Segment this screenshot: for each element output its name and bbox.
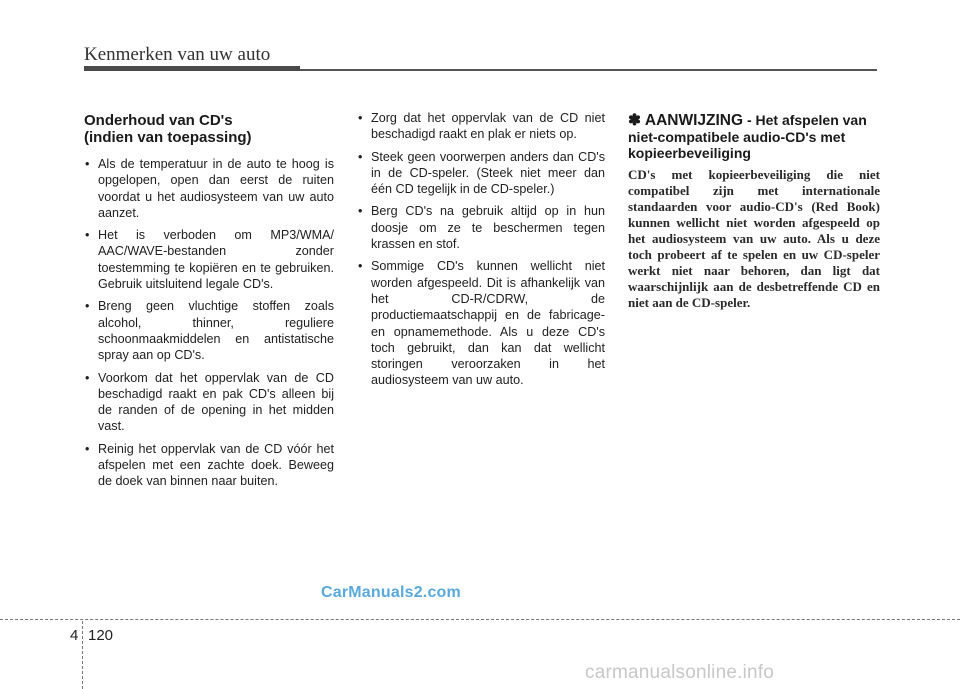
note-symbol-icon: ✽: [628, 112, 641, 129]
bullet-icon: •: [85, 441, 90, 456]
right-column: [628, 112, 880, 311]
bullet-icon: •: [358, 111, 363, 125]
list-item: • Reinig het oppervlak van de CD vóór het afspelen met een zachte doek. Beweeg de doek van binnen naar buiten.: [85, 441, 334, 489]
note-title: [628, 112, 880, 161]
section-title-line1: Onderhoud van CD's: [84, 112, 233, 129]
bullet-icon: •: [358, 149, 363, 164]
section-title: [84, 112, 334, 146]
list-item: • Voorkom dat het oppervlak van de CD beschadigd raakt en pak CD's alleen bij de randen of de opening in het midden vast.: [85, 370, 334, 434]
header-title: Kenmerken van uw auto: [84, 44, 271, 65]
list-item: • Als de temperatuur in de auto te hoog is opgelopen, open dan eerst de ruiten voordat u het audiosysteem van uw auto aanzet.: [85, 157, 334, 220]
list-item: • Berg CD's na gebruik altijd op in hun doosje om ze te beschermen tegen krassen en stof.: [358, 204, 605, 252]
note-title-rest: - Het afspelen van niet-compatibele audio-CD's met kopieerbeveiliging: [628, 112, 867, 161]
header-rule-thin: [300, 69, 877, 71]
watermark-carmanuals2[interactable]: CarManuals2.com: [321, 584, 461, 601]
note-label: AANWIJZING: [644, 112, 744, 129]
left-bullet-list: [84, 156, 334, 490]
note-body: CD's met kopieerbeveiliging die niet compatibel zijn met internationale standaarden voor audio-CD's (Red Book) kunnen wellicht niet worden afgespeeld op het audiosysteem van uw auto. Als u deze toch probeert af te spelen en uw CD-speler werkt niet naar behoren, dan ligt dat waarschijnlijk aan de desbetreffende CD en niet aan de CD-speler.: [628, 167, 880, 310]
watermark-carmanualsonline[interactable]: carmanualsonline.info: [585, 662, 775, 683]
list-item: • Breng geen vluchtige stoffen zoals alcohol, thinner, reguliere schoonmaakmiddelen en antistatische spray aan op CD's.: [85, 299, 334, 363]
left-column: [84, 112, 334, 496]
list-item: • Zorg dat het oppervlak van de CD niet beschadigd raakt en plak er niets op.: [358, 111, 605, 142]
bullet-icon: •: [85, 157, 90, 171]
footer-rule: [0, 619, 960, 620]
bullet-icon: •: [85, 228, 90, 243]
footer-divider: [82, 621, 83, 689]
bullet-icon: •: [85, 370, 90, 385]
list-item: • Sommige CD's kunnen wellicht niet worden afgespeeld. Dit is afhankelijk van het CD-R/CDRW, de productiemaatschappij en de fabricage- en opnamemethode. Als u deze CD's toch gebruikt, dan kan dat wellicht storingen veroorzaken in het audiosysteem van uw auto.: [358, 259, 605, 388]
middle-bullet-list: [357, 110, 605, 389]
bullet-icon: •: [358, 259, 363, 274]
page-number: 120: [88, 627, 114, 644]
bullet-icon: •: [85, 299, 90, 314]
bullet-icon: •: [358, 204, 363, 219]
middle-column: [357, 110, 605, 395]
list-item: • Het is verboden om MP3/WMA/ AAC/WAVE-bestanden zonder toestemming te kopiëren en te gebruiken. Gebruik uitsluitend legale CD's.: [85, 228, 334, 292]
section-title-line2: (indien van toepassing): [84, 129, 252, 146]
chapter-number: 4: [70, 627, 79, 644]
list-item: • Steek geen voorwerpen anders dan CD's in de CD-speler. (Steek niet meer dan één CD tegelijk in de CD-speler.): [358, 149, 605, 197]
header-rule-thick: [84, 66, 300, 71]
